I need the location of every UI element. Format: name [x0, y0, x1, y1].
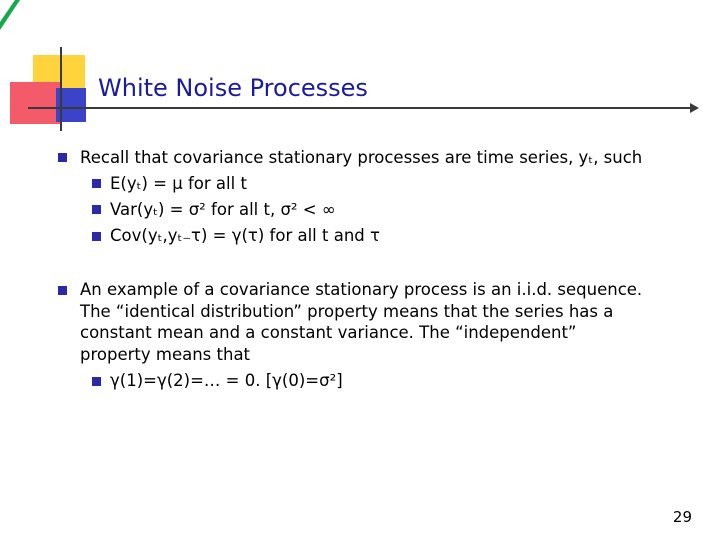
- corner-triangle-decoration: [0, 0, 20, 30]
- sub-bullet-square-icon: [92, 179, 101, 188]
- bullet-2-line-3: constant mean and a constant variance. The “independent”: [80, 323, 577, 342]
- sub-bullet-covariance: Cov(yₜ,yₜ₋τ) = γ(τ) for all t and τ: [110, 226, 380, 245]
- deco-red-square: [10, 82, 62, 124]
- page-number: 29: [672, 508, 692, 526]
- sub-bullet-variance: Var(yₜ) = σ² for all t, σ² < ∞: [110, 200, 336, 219]
- title-underline-arrow: [28, 107, 693, 109]
- bullet-1-text: Recall that covariance stationary processes are time series, yₜ, such: [80, 148, 643, 167]
- sub-bullet-gamma: γ(1)=γ(2)=… = 0. [γ(0)=σ²]: [110, 371, 343, 390]
- arrow-head-icon: [690, 103, 699, 113]
- bullet-2-line-1: An example of a covariance stationary process is an i.i.d. sequence.: [80, 280, 643, 299]
- bullet-2-line-2: The “identical distribution” property means that the series has a: [80, 302, 614, 321]
- sub-bullet-square-icon: [92, 377, 101, 386]
- slide-title: White Noise Processes: [98, 74, 368, 102]
- bullet-2-line-4: property means that: [80, 345, 251, 364]
- sub-bullet-mean: E(yₜ) = μ for all t: [110, 174, 247, 193]
- bullet-square-icon: [58, 286, 67, 295]
- deco-vertical-line: [60, 47, 62, 131]
- bullet-square-icon: [58, 153, 67, 162]
- sub-bullet-square-icon: [92, 232, 101, 241]
- sub-bullet-square-icon: [92, 205, 101, 214]
